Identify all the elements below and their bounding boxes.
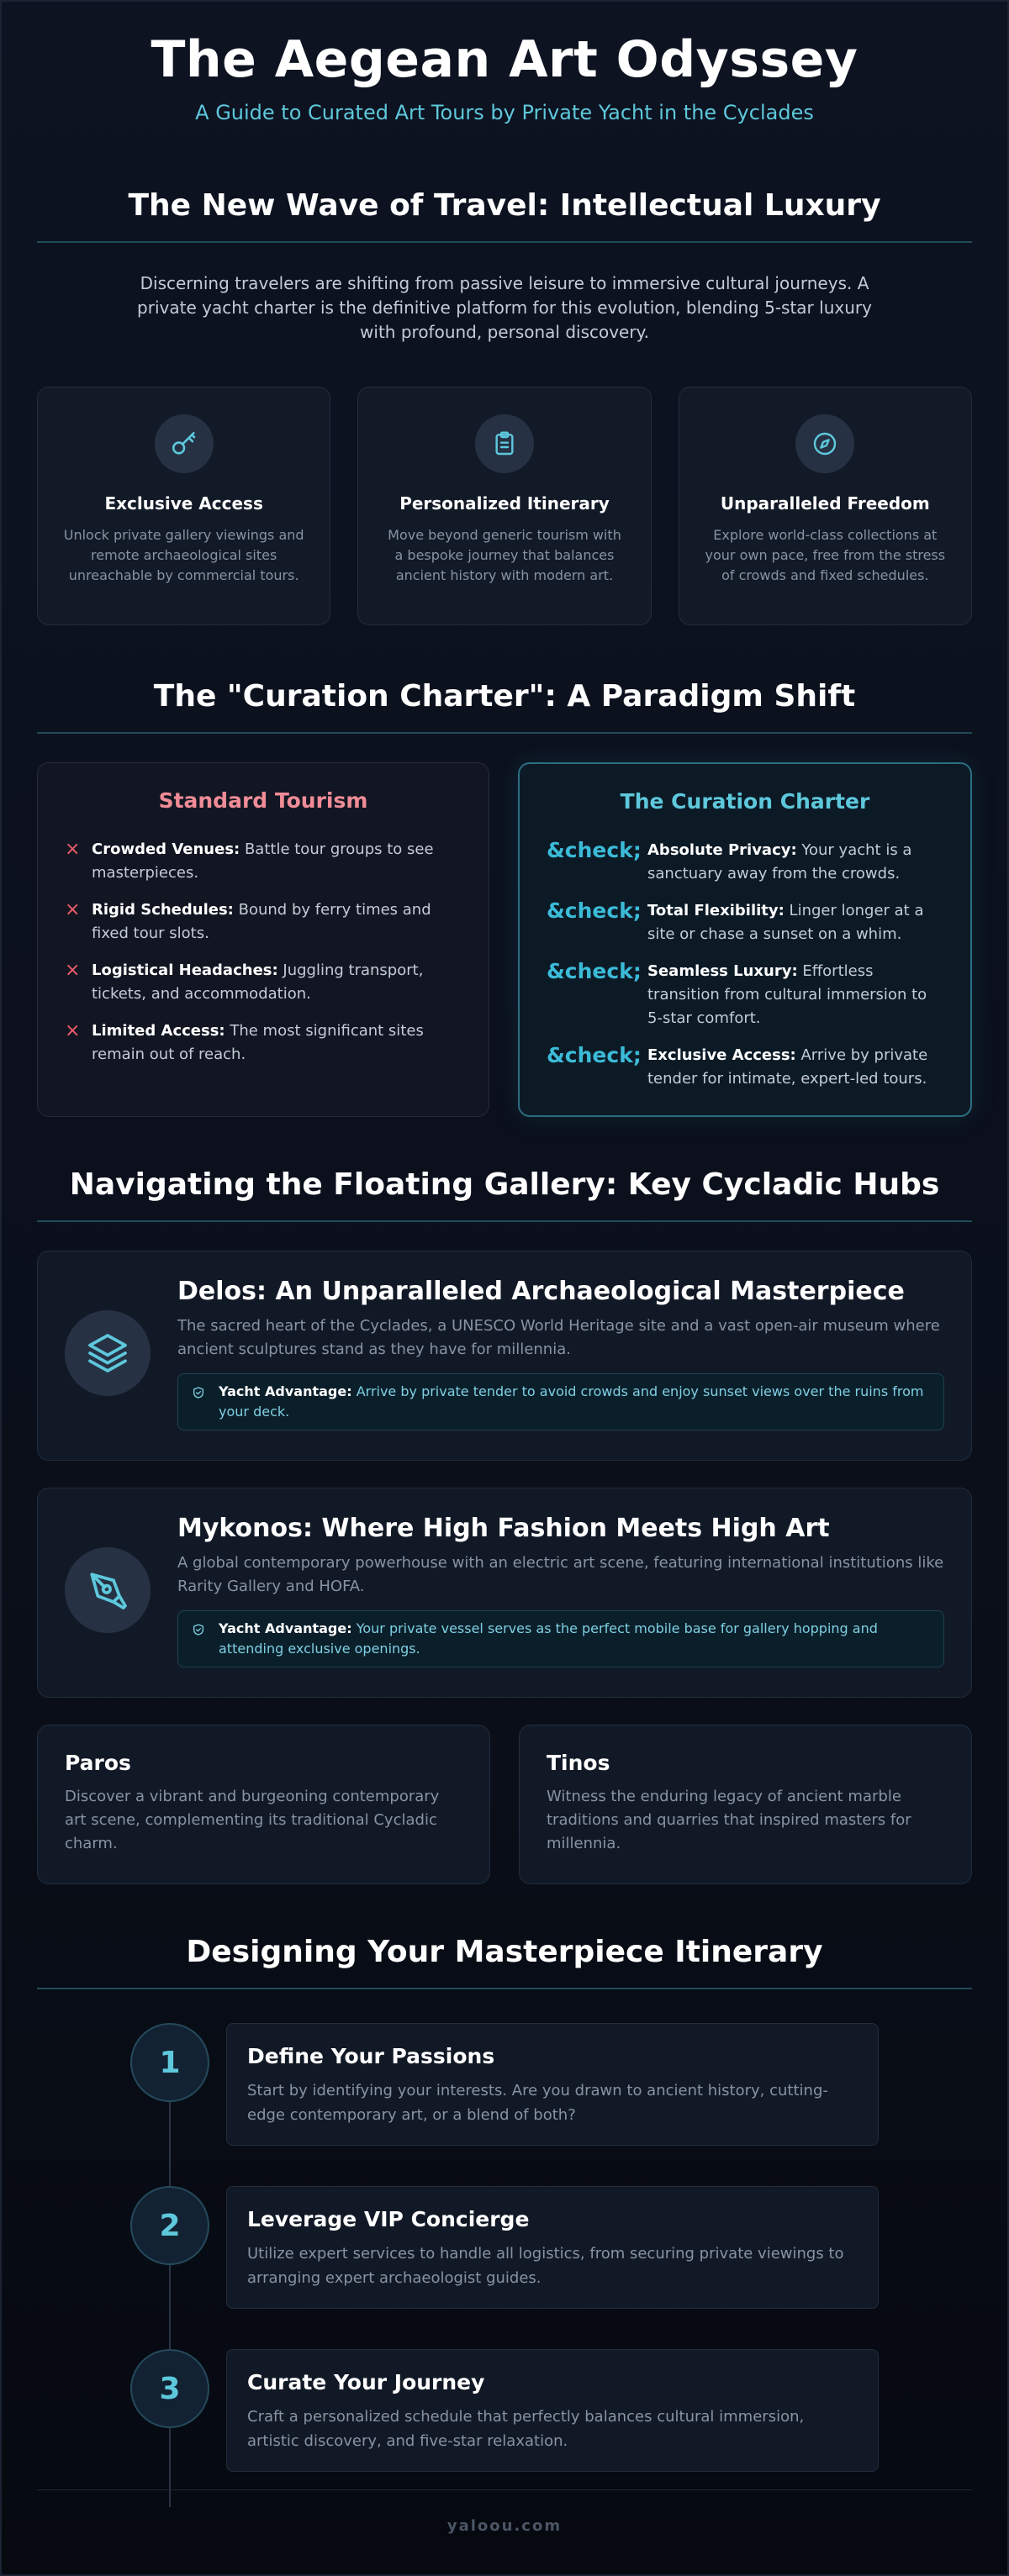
mini-hub-title: Paros	[65, 1751, 131, 1775]
item-text: Linger longer at a site or chase a sunset on a whim.	[647, 902, 924, 943]
yacht-advantage-callout	[177, 1610, 944, 1667]
section-title: Navigating the Floating Gallery: Key Cycladic Hubs	[37, 1167, 972, 1222]
timeline	[130, 2023, 879, 2472]
feature-title: Unparalleled Freedom	[720, 493, 930, 514]
comparison	[37, 762, 972, 1117]
step-card	[226, 2023, 879, 2146]
timeline-step	[130, 2186, 879, 2309]
item-label: Absolute Privacy:	[647, 841, 797, 859]
page-subtitle: A Guide to Curated Art Tours by Private Yacht in the Cyclades	[195, 101, 814, 124]
advantage-text: Arrive by private tender to avoid crowds and enjoy sunset views over the ruins from your deck.	[219, 1383, 924, 1420]
footer-link[interactable]: yaloou.com	[446, 2517, 563, 2535]
yacht-advantage-callout	[177, 1373, 944, 1430]
step-card	[226, 2186, 879, 2309]
check-icon: &check;	[547, 959, 642, 983]
hub-list	[37, 1251, 972, 1698]
x-icon: ×	[65, 1020, 81, 1041]
feature-icon-circle	[475, 414, 534, 473]
check-icon: &check;	[547, 1043, 642, 1067]
feature-text: Move beyond generic tourism with a bespoke journey that balances ancient history with modern art.	[388, 527, 621, 583]
list-item	[65, 1019, 462, 1067]
curation-charter-heading: The Curation Charter	[620, 789, 870, 814]
hub-icon-circle	[65, 1547, 151, 1633]
section-title: The New Wave of Travel: Intellectual Luxury	[37, 188, 972, 243]
item-label: Rigid Schedules:	[92, 901, 234, 919]
timeline-step	[130, 2023, 879, 2146]
list-item	[65, 959, 462, 1006]
section-curation-charter	[2, 679, 1007, 1117]
hub-card-paros	[37, 1725, 490, 1884]
standard-tourism-heading: Standard Tourism	[158, 788, 368, 813]
hero-header	[2, 2, 1007, 124]
x-icon: ×	[65, 899, 81, 920]
item-text: Effortless transition from cultural immersion to 5-star comfort.	[647, 962, 927, 1027]
mini-hub-text: Discover a vibrant and burgeoning contemporary art scene, complementing its traditional Cycladic charm.	[65, 1788, 440, 1852]
list-item	[547, 899, 943, 946]
x-icon: ×	[65, 839, 81, 860]
compass-icon	[811, 430, 838, 457]
item-text: Battle tour groups to see masterpieces.	[92, 840, 434, 882]
shield-check-icon	[192, 1623, 205, 1636]
item-label: Crowded Venues:	[92, 840, 240, 858]
step-number: 1	[130, 2023, 209, 2102]
footer	[37, 2489, 972, 2535]
hub-title: Mykonos: Where High Fashion Meets High Art	[177, 1514, 830, 1543]
feature-title: Personalized Itinerary	[399, 493, 610, 514]
feature-card-personalized-itinerary	[357, 387, 651, 625]
page-title: The Aegean Art Odyssey	[151, 30, 858, 89]
mini-hub-title: Tinos	[547, 1751, 610, 1775]
item-label: Seamless Luxury:	[647, 962, 798, 980]
item-label: Logistical Headaches:	[92, 961, 278, 979]
list-item	[547, 1044, 943, 1091]
feature-text: Explore world-class collections at your own pace, free from the stress of crowds and fixed schedules.	[705, 527, 946, 583]
item-text: Arrive by private tender for intimate, expert-led tours.	[647, 1046, 928, 1088]
advantage-label: Yacht Advantage:	[219, 1383, 352, 1399]
step-card	[226, 2349, 879, 2472]
step-title: Curate Your Journey	[247, 2370, 485, 2394]
step-text: Craft a personalized schedule that perfectly balances cultural immersion, artistic discovery, and five-star relaxation.	[247, 2408, 805, 2450]
list-item	[547, 960, 943, 1030]
check-icon: &check;	[547, 898, 642, 923]
step-title: Leverage VIP Concierge	[247, 2207, 530, 2231]
feature-text: Unlock private gallery viewings and remote archaeological sites unreachable by commercial tours.	[63, 527, 304, 583]
item-label: Total Flexibility:	[647, 902, 784, 919]
hub-title: Delos: An Unparalleled Archaeological Masterpiece	[177, 1277, 905, 1306]
section-title: The "Curation Charter": A Paradigm Shift	[37, 679, 972, 734]
hub-card-delos	[37, 1251, 972, 1461]
feature-icon-circle	[795, 414, 854, 473]
item-text: Your yacht is a sanctuary away from the crowds.	[647, 841, 912, 882]
hub-card-tinos	[519, 1725, 972, 1884]
step-number: 2	[130, 2186, 209, 2265]
check-icon: &check;	[547, 838, 642, 862]
x-icon: ×	[65, 960, 81, 981]
feature-icon-circle	[155, 414, 214, 473]
item-text: The most significant sites remain out of reach.	[92, 1022, 424, 1063]
feature-card-exclusive-access	[37, 387, 330, 625]
hub-description: A global contemporary powerhouse with an electric art scene, featuring international institutions like Rarity Gallery and HOFA.	[177, 1554, 944, 1595]
standard-tourism-list	[65, 838, 462, 1067]
mini-hub-cards	[37, 1725, 972, 1884]
list-item	[65, 838, 462, 885]
list-item	[547, 839, 943, 886]
section-title: Designing Your Masterpiece Itinerary	[37, 1935, 972, 1989]
mini-hub-text: Witness the enduring legacy of ancient marble traditions and quarries that inspired masters for millennia.	[547, 1788, 911, 1852]
hub-card-mykonos	[37, 1488, 972, 1698]
curation-charter-list	[547, 839, 943, 1091]
shield-check-icon	[192, 1386, 205, 1399]
item-text: Juggling transport, tickets, and accommodation.	[92, 961, 424, 1003]
item-text: Bound by ferry times and fixed tour slots.	[92, 901, 431, 942]
hub-body	[177, 1514, 944, 1672]
step-text: Start by identifying your interests. Are you drawn to ancient history, cutting-edge contemporary art, or a blend of both?	[247, 2082, 828, 2124]
section-intro: Discerning travelers are shifting from passive leisure to immersive cultural journeys. A private yacht charter is the definitive platform for this evolution, blending 5-star luxury with profound, personal discovery.	[137, 273, 872, 342]
curation-charter-card	[518, 762, 972, 1117]
advantage-label: Yacht Advantage:	[219, 1620, 352, 1636]
hub-icon-circle	[65, 1310, 151, 1396]
pen-nib-icon	[84, 1567, 131, 1614]
feature-cards	[37, 387, 972, 625]
hub-body	[177, 1277, 944, 1435]
item-label: Limited Access:	[92, 1022, 225, 1040]
hub-description: The sacred heart of the Cyclades, a UNESCO World Heritage site and a vast open-air museum where ancient sculptures stand as they have for millennia.	[177, 1317, 940, 1358]
advantage-text: Your private vessel serves as the perfect mobile base for gallery hopping and attending exclusive openings.	[219, 1620, 878, 1657]
key-icon	[170, 429, 198, 458]
standard-tourism-card	[37, 762, 489, 1117]
section-cycladic-hubs	[2, 1167, 1007, 1884]
step-text: Utilize expert services to handle all logistics, from securing private viewings to arranging expert archaeologist guides.	[247, 2245, 844, 2287]
timeline-step	[130, 2349, 879, 2472]
item-label: Exclusive Access:	[647, 1046, 796, 1064]
step-number: 3	[130, 2349, 209, 2428]
feature-card-unparalleled-freedom	[679, 387, 972, 625]
clipboard-icon	[491, 430, 518, 457]
list-item	[65, 898, 462, 946]
feature-title: Exclusive Access	[104, 493, 263, 514]
step-title: Define Your Passions	[247, 2044, 495, 2068]
layers-icon	[84, 1330, 131, 1377]
section-intellectual-luxury	[2, 188, 1007, 625]
section-itinerary	[2, 1935, 1007, 2472]
